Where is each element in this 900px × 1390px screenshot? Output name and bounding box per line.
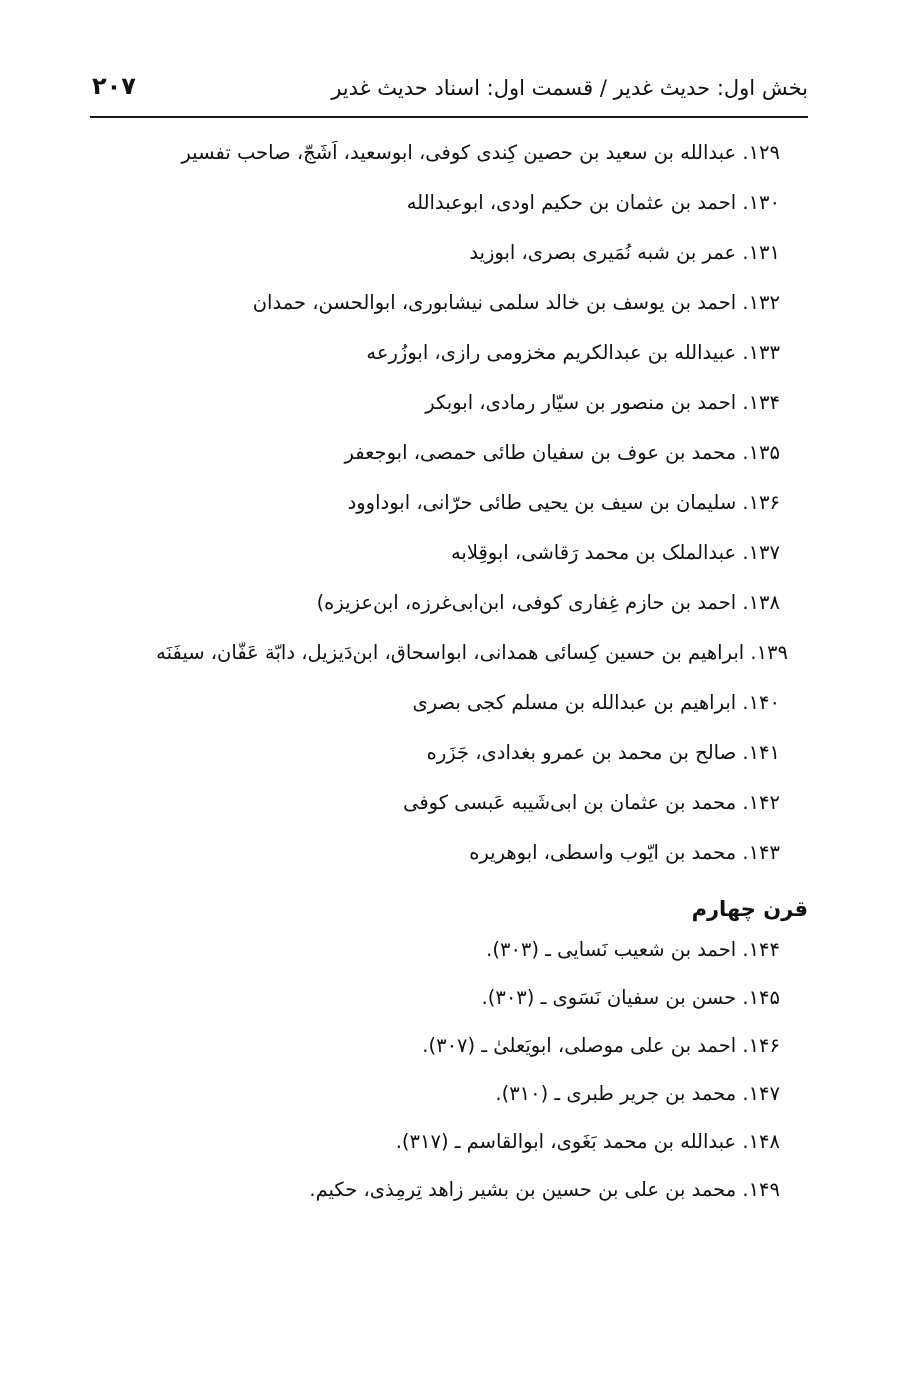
list-item: ۱۴۷. محمد بن جریر طبری ـ (۳۱۰). [495, 1082, 780, 1105]
list-item: ۱۳۷. عبدالملک بن محمد رَقاشی، ابوقِلابه [450, 541, 780, 564]
list-item: ۱۴۹. محمد بن علی بن حسین بن بشیر زاهد تِرمِذی، حکیم. [309, 1178, 780, 1201]
list-item: ۱۳۴. احمد بن منصور بن سیّار رمادی، ابوبکر [425, 391, 780, 414]
list-item: ۱۳۲. احمد بن یوسف بن خالد سلمی نیشابوری، ابوالحسن، حمدان [252, 291, 780, 314]
list-item: ۱۳۵. محمد بن عوف بن سفیان طائی حمصی، ابوجعفر [344, 441, 780, 464]
list-item: ۱۴۸. عبدالله بن محمد بَغَوی، ابوالقاسم ـ (۳۱۷). [395, 1130, 780, 1153]
list-item: ۱۳۳. عبیدالله بن عبدالکریم مخزومی رازی، ابوزُرعه [366, 341, 780, 364]
fourth-century-section [90, 937, 780, 1225]
page-content [90, 140, 808, 1225]
page-number: ۲۰۷ [92, 72, 136, 100]
list-item: ۱۳۰. احمد بن عثمان بن حکیم اودی، ابوعبدالله [406, 191, 780, 214]
list-item: ۱۳۱. عمر بن شبه نُمَیری بصری، ابوزید [469, 241, 780, 264]
header-title: بخش اول: حدیث غدیر / قسمت اول: اسناد حدیث غدیر [331, 76, 808, 100]
list-item: ۱۲۹. عبدالله بن سعید بن حصین کِندی کوفی، ابوسعید، اَشَجّ، صاحب تفسیر [181, 141, 780, 164]
list-item: ۱۳۸. احمد بن حازم غِفاری کوفی، ابن‌ابی‌غرزه، ابن‌عزیزه) [316, 591, 780, 614]
list-item: ۱۴۱. صالح بن محمد بن عمرو بغدادی، جَزَره [426, 741, 780, 764]
list-item: ۱۴۰. ابراهیم بن عبدالله بن مسلم کجی بصری [412, 691, 780, 714]
list-item: ۱۴۶. احمد بن علی موصلی، ابویَعلیٰ ـ (۳۰۷). [422, 1034, 780, 1057]
list-item: ۱۴۲. محمد بن عثمان بن ابی‌شَیبه عَبسی کوفی [403, 791, 780, 814]
section-heading: قرن چهارم [691, 897, 808, 921]
running-header [90, 70, 808, 114]
list-item: ۱۴۵. حسن بن سفیان نَسَوی ـ (۳۰۳). [481, 986, 780, 1009]
list-item: ۱۳۶. سلیمان بن سیف بن یحیی طائی حرّانی، ابوداوود [347, 491, 780, 514]
narrator-list-section [90, 140, 788, 870]
list-item: ۱۴۳. محمد بن ایّوب واسطی، ابوهریره [469, 841, 780, 864]
list-item: ۱۴۴. احمد بن شعیب نَسایی ـ (۳۰۳). [486, 938, 780, 961]
header-divider [90, 116, 808, 118]
list-item: ۱۳۹. ابراهیم بن حسین کِسائی همدانی، ابواسحاق، ابن‌دَیزیل، دابّة عَفّان، سیفَنَه [156, 641, 788, 664]
